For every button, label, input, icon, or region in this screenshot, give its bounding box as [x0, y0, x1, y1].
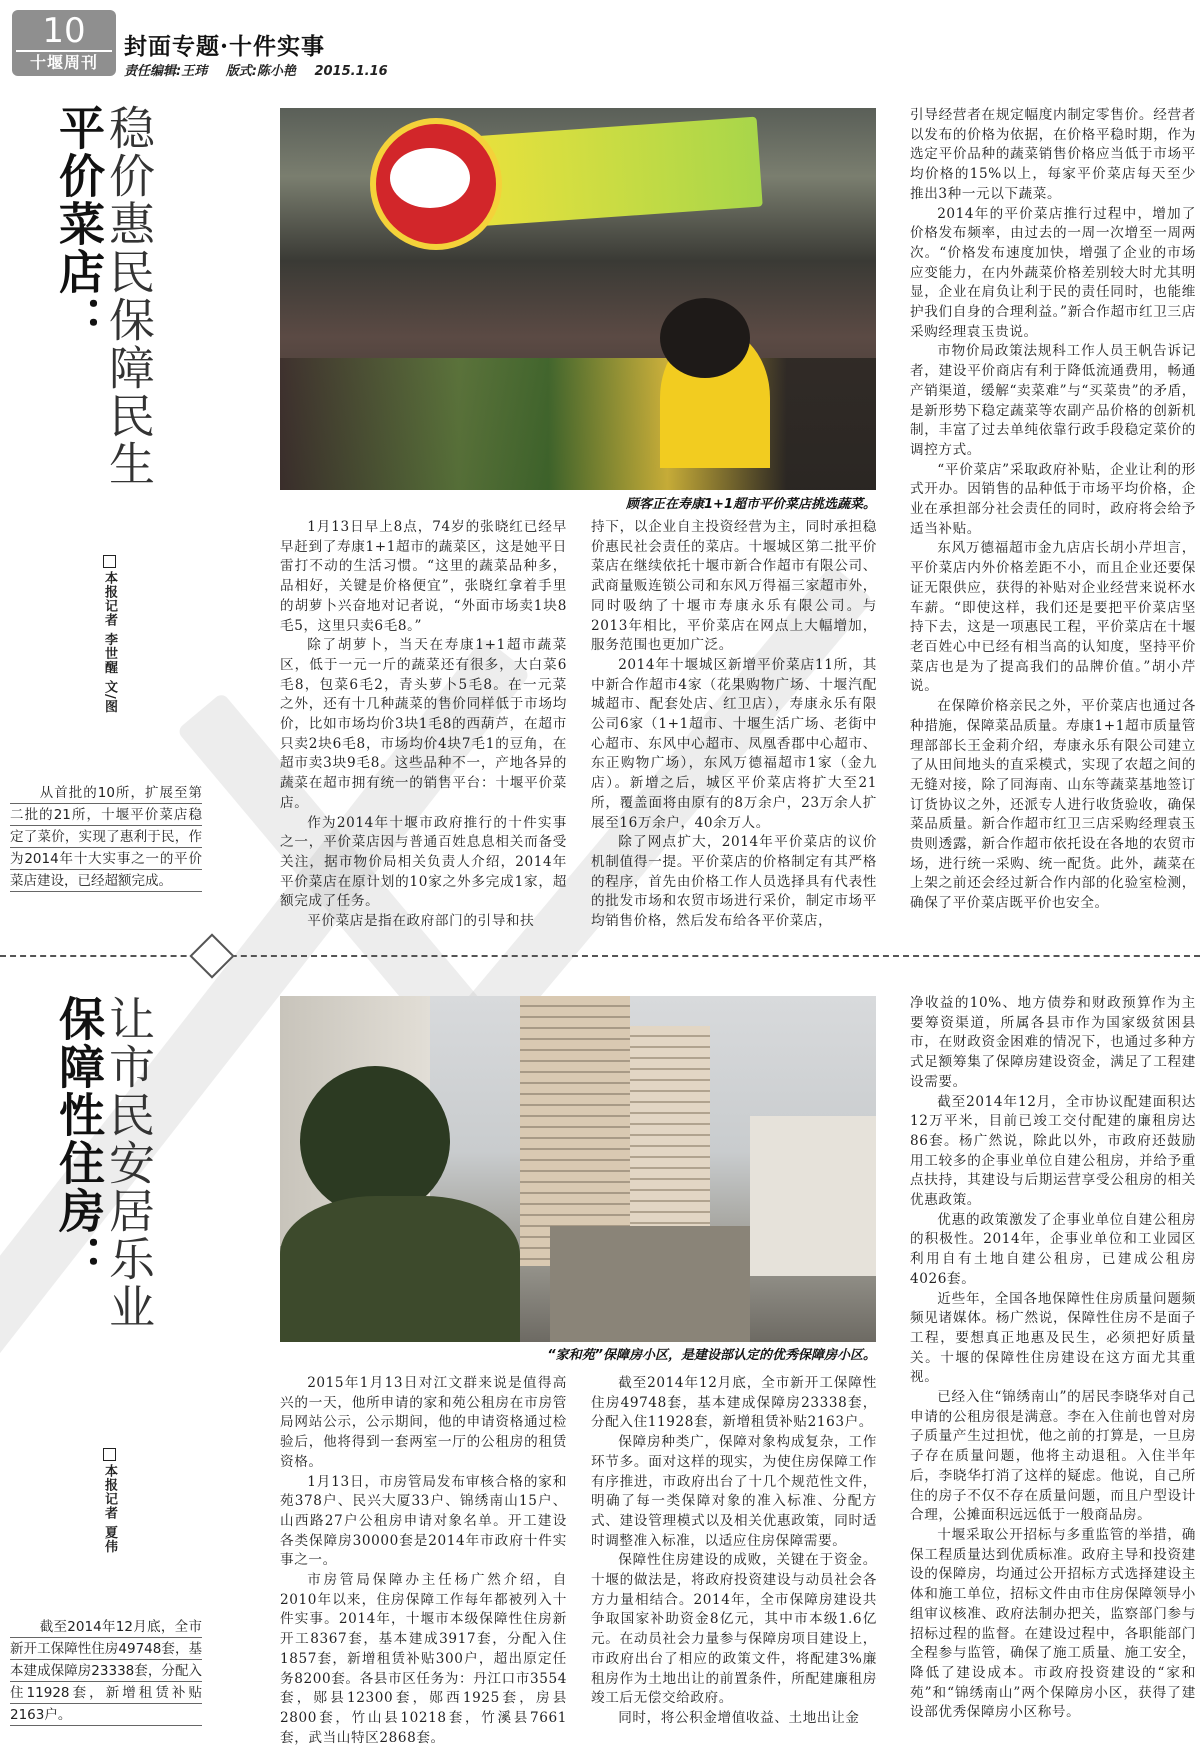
paragraph: 市房管局保障办主任杨广然介绍，自2010年以来，住房保障工作每年都被列入十件实事。2014年，十堰市本级保障性住房新开工8367套，基本建成3917套，分配入住1857套，新增租赁补贴300户，超出原定任务8200套。各县市区任务为：丹江口市3554套，郧县12300套，郧西1925套，房县2800套，竹山县10218套，竹溪县7661套，武当山特区2868套。: [280, 1572, 567, 1746]
story1-column-1: [280, 518, 567, 932]
paragraph: 除了网点扩大，2014年平价菜店的议价机制值得一提。平价菜店的价格制定有其严格的程序，首先由价格工作人员选择具有代表性的批发市场和农贸市场进行采价，制定市场平均销售价格，然后发布给各平价菜店，: [591, 834, 877, 930]
story1-photo-caption: 顾客正在寿康1+1超市平价菜店挑选蔬菜。: [626, 497, 876, 512]
section-divider: [0, 955, 1200, 957]
paragraph: 在保障价格亲民之外，平价菜店也通过各种措施，保障菜品质量。寿康1+1超市质量管理部部长王金莉介绍，寿康永乐有限公司建立了从田间地头的直采模式，实现了农超之间的无缝对接，除了同海南、山东等蔬菜基地签订订货协议之外，还派专人进行收货验收，确保菜品质量。新合作超市红卫三店采购经理袁玉贵则透露，新合作超市依托设在各地的农贸市场，进行统一采购、统一配货。此外，蔬菜在上架之前还会经过新合作内部的化验室检测，确保了平价菜店既平价也安全。: [910, 698, 1196, 912]
paragraph: 东风万德福超市金九店店长胡小芹坦言，平价菜店内外价格差距不小，而且企业还要保证无限供应，获得的补贴对企业经营来说杯水车薪。“即使这样，我们还是要把平价菜店坚持下去，这是一项惠民工程，平价菜店在十堰老百姓心中已经有相当高的认知度，坚持平价菜店也是为了提高我们的品牌价值。”胡小芹说。: [910, 540, 1196, 695]
story2-summary: 截至2014年12月底，全市新开工保障性住房49748套，基本建成保障房23338套，分配入住11928套，新增租赁补贴2163户。: [10, 1616, 202, 1726]
paragraph: 除了胡萝卜，当天在寿康1+1超市蔬菜区，低于一元一斤的蔬菜还有很多，大白菜6毛8，包菜6毛2，青头萝卜5毛8。在一元菜之外，还有十几种蔬菜的售价同样低于市场均价，比如市场均价3块1毛8的西葫芦，在超市只卖2块6毛8，市场均价4块7毛1的豆角，在超市卖3块9毛8。这些品种不一，产地各异的蔬菜在超市拥有统一的销售平台：十堰平价菜店。: [280, 637, 567, 811]
page-badge: [12, 10, 116, 76]
story2-column-1: [280, 1374, 567, 1748]
publication-name: 十堰周刊: [16, 50, 112, 74]
story2-headline: 让市民安居乐业: [102, 995, 156, 1331]
editor: 责任编辑:王玮: [124, 64, 208, 79]
section-title: 封面专题·十件实事: [124, 33, 326, 60]
page-number: 10: [42, 11, 86, 51]
paragraph: 作为2014年十堰市政府推行的十件实事之一，平价菜店因与普通百姓息息相关而备受关注，据市物价局相关负责人介绍，2014年平价菜店在原计划的10家之外多完成1家，超额完成了任务。: [280, 814, 567, 910]
paragraph: 保障房种类广，保障对象构成复杂，工作环节多。面对这样的现实，为使住房保障工作有序推进，市政府出台了十几个规范性文件，明确了每一类保障对象的准入标准、分配方式、建设管理模式以及相关优惠政策，同时适时调整准入标准，以适应住房保障需要。: [591, 1434, 877, 1549]
paragraph: 持下，以企业自主投资经营为主，同时承担稳价惠民社会责任的菜店。十堰城区第二批平价菜店在继续依托十堰市新合作超市有限公司、武商量贩连锁公司和东风万得福三家超市外，同时吸纳了十堰市寿康永乐有限公司。与2013年相比，平价菜店在网点上大幅增加，服务范围也更加广泛。: [591, 519, 877, 654]
story1-kicker: 平价菜店：: [52, 104, 106, 344]
paragraph: 1月13日，市房管局发布审核合格的家和苑378户、民兴大厦33户、锦绣南山15户、山西路27户公租房申请对象名单。开工建设各类保障房30000套是2014年市政府十件实事之一。: [280, 1473, 567, 1569]
paragraph: 已经入住“锦绣南山”的居民李晓华对自己申请的公租房很是满意。李在入住前也曾对房子质量产生过担忧，他之前的打算是，一旦房子存在质量问题，他将主动退租。入住半年后，李晓华打消了这样的疑虑。他说，自己所住的房子不仅不存在质量问题，而且户型设计合理，公摊面积远远低于一般商品房。: [910, 1389, 1196, 1524]
paragraph: 十堰采取公开招标与多重监管的举措，确保工程质量达到优质标准。政府主导和投资建设的保障房，均通过公开招标方式选择建设主体和施工单位，招标文件由市住房保障领导小组审议核准、政府法制办把关，监察部门参与招标过程的监督。在建设过程中，各职能部门全程参与监管，确保了施工质量、施工安全，降低了建设成本。市政府投资建设的“家和苑”和“锦绣南山”两个保障房小区，获得了建设部优秀保障房小区称号。: [910, 1526, 1196, 1721]
story1-column-2: [591, 518, 877, 932]
paragraph: 截至2014年12月底，全市新开工保障性住房49748套，基本建成保障房23338套，分配入住11928套，新增租赁补贴2163户。: [591, 1375, 877, 1431]
story2-byline: 本报记者 夏伟: [100, 1448, 119, 1554]
editor-credits: [124, 60, 402, 79]
paragraph: 2014年的平价菜店推行过程中，增加了价格发布频率，由过去的一周一次增至一周两次。“价格发布速度加快，增强了企业的市场应变能力，在内外蔬菜价格差别较大时尤其明显，企业在肩负让利于民的责任同时，也能维护我们自身的合理利益。”新合作超市红卫三店采购经理袁玉贵说。: [910, 205, 1196, 340]
paragraph: 市物价局政策法规科工作人员王帆告诉记者，建设平价商店有利于降低流通费用，畅通产销渠道，缓解“卖菜难”与“买菜贵”的矛盾，是新形势下稳定蔬菜等农副产品价格的创新机制，丰富了过去单纯依靠行政手段稳定菜价的调控方式。: [910, 343, 1196, 458]
paragraph: 同时，将公积金增值收益、土地出让金: [618, 1709, 860, 1726]
paragraph: 近些年，全国各地保障性住房质量问题频频见诸媒体。杨广然说，保障性住房不是面子工程，要想真正地惠及民生，必须把好质量关。十堰的保障性住房建设在这方面尤其重视。: [910, 1290, 1196, 1386]
paragraph: “平价菜店”采取政府补贴，企业让利的形式开办。因销售的品种低于市场平均价格，企业在承担部分社会责任的同时，政府将会给予适当补贴。: [910, 461, 1196, 537]
layout-credit: 版式:陈小艳: [225, 64, 296, 79]
paragraph: 2014年十堰城区新增平价菜店11所，其中新合作超市4家（花果购物广场、十堰汽配城超市、配套处店、红卫店），寿康永乐有限公司6家（1+1超市、十堰生活广场、老街中心超市、东风中心超市、凤凰香郡中心超市、东正购物广场），东风万德福超市1家（金九店）。新增之后，城区平价菜店将扩大至21所，覆盖面将由原有的8万余户，23万余人扩展至16万余户，40余万人。: [591, 656, 877, 831]
paragraph: 净收益的10%、地方债券和财政预算作为主要筹资渠道，所属各县市作为国家级贫困县市，在财政资金困难的情况下，也通过多种方式足额筹集了保障房建设资金，满足了工程建设需要。: [910, 995, 1196, 1090]
paragraph: 优惠的政策激发了企事业单位自建公租房的积极性。2014年，企事业单位和工业园区利用自有土地自建公租房，已建成公租房4026套。: [910, 1211, 1196, 1287]
paragraph: 引导经营者在规定幅度内制定零售价。经营者以发布的价格为依据，在价格平稳时期，作为选定平价品种的蔬菜销售价格应当低于市场平均价格的15%以上，每家平价菜店每天至少推出3种一元以下蔬菜。: [910, 107, 1196, 202]
paragraph: 截至2014年12月，全市协议配建面积达12万平米，目前已竣工交付配建的廉租房达86套。杨广然说，除此以外，市政府还鼓励用工较多的企事业单位自建公租房，并给予重点扶持，其建设与后期运营享受公租房的相关优惠政策。: [910, 1093, 1196, 1209]
story1-byline: 本报记者 李世醒 文/图: [100, 555, 119, 714]
issue-date: 2015.1.16: [314, 64, 388, 79]
paragraph: 保障性住房建设的成败，关键在于资金。十堰的做法是，将政府投资建设与动员社会各方力量相结合。2014年，全市保障房建设共争取国家补助资金8亿元，其中市本级1.6亿元。在动员社会力量参与保障房项目建设上，市政府出台了相应的政策文件，将配建3%廉租房作为土地出让的前置条件，所配建廉租房竣工后无偿交给政府。: [591, 1552, 877, 1707]
story2-column-2: [591, 1374, 877, 1729]
paragraph: 1月13日早上8点，74岁的张晓红已经早早赶到了寿康1+1超市的蔬菜区，这是她平日雷打不动的生活习惯。“这里的蔬菜品种多，品相好，关键是价格便宜”，张晓红拿着手里的胡萝卜兴奋地对记者说，“外面市场卖1块8毛5，这里只卖6毛8。”: [280, 519, 567, 634]
story1-column-3: [910, 106, 1196, 914]
paragraph: 平价菜店是指在政府部门的引导和扶: [307, 913, 535, 930]
story1-headline: 稳价惠民保障民生: [102, 104, 156, 488]
story2-photo-caption: “家和苑”保障房小区，是建设部认定的优秀保障房小区。: [547, 1348, 876, 1363]
byline-box-icon: [103, 555, 116, 568]
story2-photo: [280, 996, 876, 1342]
story2-kicker: 保障性住房：: [52, 995, 106, 1283]
byline-box-icon: [103, 1448, 116, 1461]
story2-column-3: [910, 994, 1196, 1723]
story1-photo: [280, 108, 876, 490]
paragraph: 2015年1月13日对江文群来说是值得高兴的一天，他所申请的家和苑公租房在市房管局网站公示，公示期间，他的申请资格通过检验后，他将得到一套两室一厅的公租房的租赁资格。: [280, 1375, 567, 1470]
story1-summary: 从首批的10所，扩展至第二批的21所，十堰平价菜店稳定了菜价，实现了惠利于民，作为2014年十大实事之一的平价菜店建设，已经超额完成。: [10, 782, 202, 892]
